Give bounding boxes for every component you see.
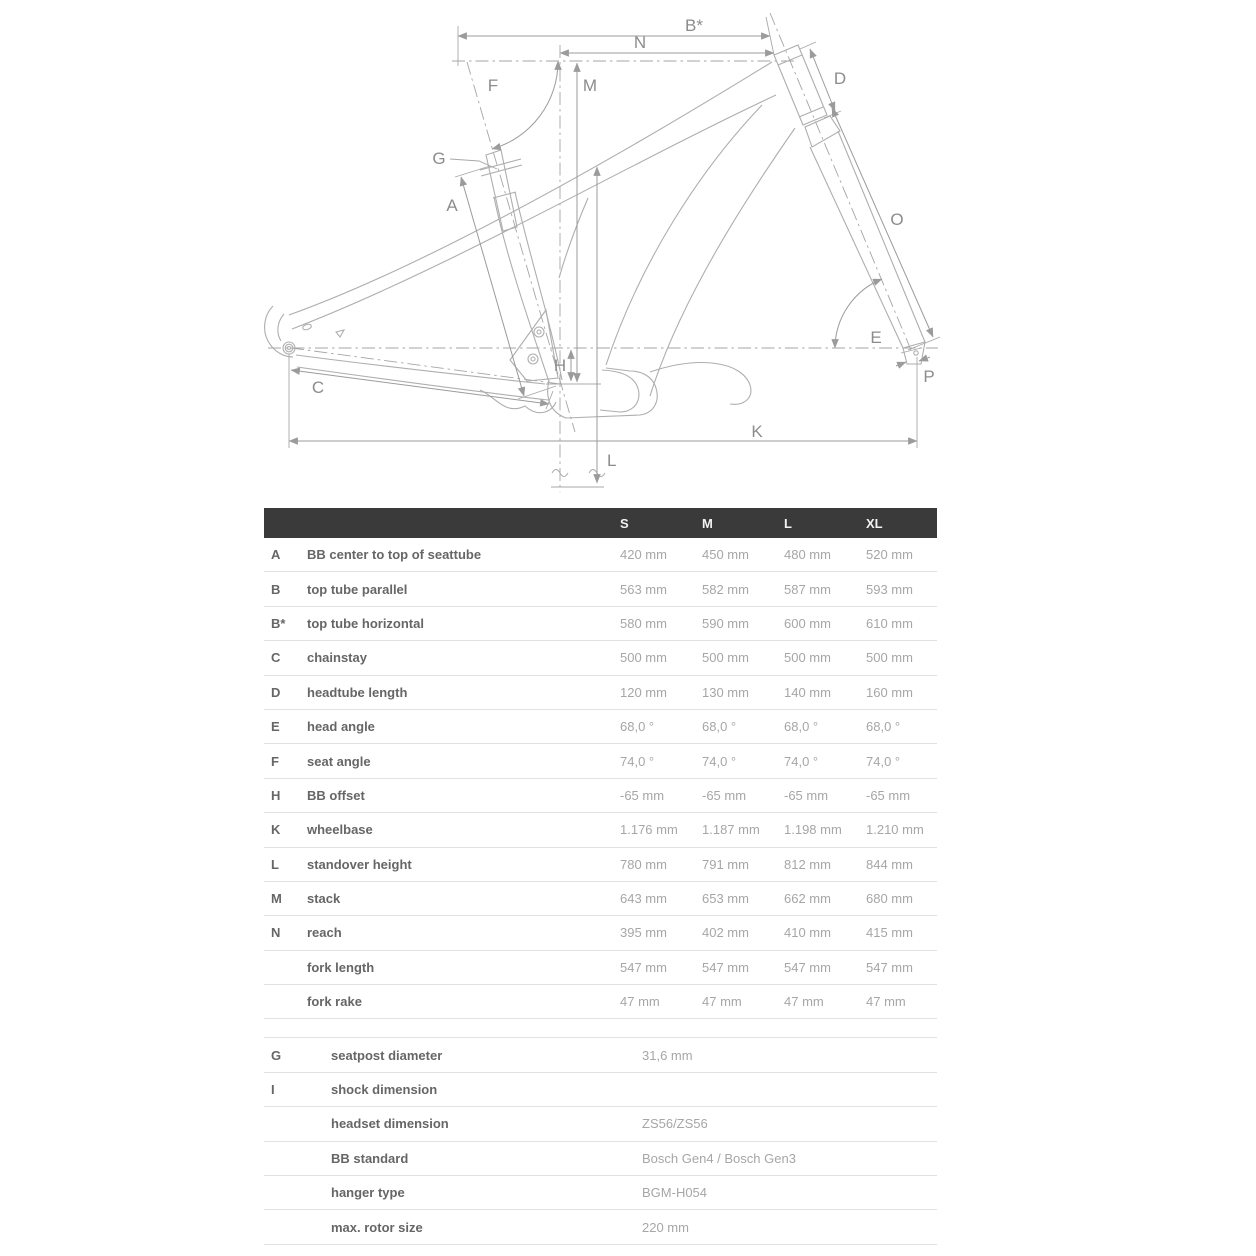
column-header-m: M bbox=[702, 515, 713, 531]
details-table-row bbox=[264, 1038, 937, 1072]
row-label: fork length bbox=[307, 959, 375, 975]
row-label: BB center to top of seattube bbox=[307, 547, 482, 563]
geometry-table-row bbox=[264, 607, 937, 641]
geometry-table-row bbox=[264, 572, 937, 606]
row-value-m: 1.187 mm bbox=[702, 822, 760, 838]
frame-geometry-drawing bbox=[0, 0, 1256, 506]
dim-label-reach: N bbox=[633, 33, 647, 52]
geometry-table-row bbox=[264, 985, 937, 1019]
geometry-table-row bbox=[264, 641, 937, 675]
row-value-xl: 680 mm bbox=[866, 891, 913, 907]
row-key: H bbox=[271, 787, 281, 803]
row-value-xl: 160 mm bbox=[866, 684, 913, 700]
row-value-l: 1.198 mm bbox=[784, 822, 842, 838]
geometry-table-row bbox=[264, 813, 937, 847]
row-label: hanger type bbox=[331, 1185, 405, 1201]
row-label: max. rotor size bbox=[331, 1219, 423, 1235]
row-value-l: 480 mm bbox=[784, 547, 831, 563]
row-value-s: 500 mm bbox=[620, 650, 667, 666]
row-label: wheelbase bbox=[307, 822, 373, 838]
row-label: top tube horizontal bbox=[307, 615, 424, 631]
bike-frame-outline bbox=[265, 45, 925, 418]
row-value-l: 68,0 ° bbox=[784, 719, 819, 735]
row-key: N bbox=[271, 925, 281, 941]
geometry-table-header bbox=[264, 508, 937, 538]
row-value-xl: 74,0 ° bbox=[866, 753, 901, 769]
row-key: L bbox=[271, 856, 279, 872]
row-label: chainstay bbox=[307, 650, 367, 666]
row-key: E bbox=[271, 719, 280, 735]
row-value-s: 1.176 mm bbox=[620, 822, 678, 838]
details-table-row bbox=[264, 1210, 937, 1244]
row-key: K bbox=[271, 822, 281, 838]
details-table-row bbox=[264, 1073, 937, 1107]
row-value-l: 587 mm bbox=[784, 581, 831, 597]
row-value-xl: 1.210 mm bbox=[866, 822, 924, 838]
row-value-s: 47 mm bbox=[620, 994, 660, 1010]
row-value-s: 547 mm bbox=[620, 959, 667, 975]
row-value: 220 mm bbox=[642, 1219, 689, 1235]
row-value-l: 812 mm bbox=[784, 856, 831, 872]
row-value: 31,6 mm bbox=[642, 1047, 693, 1063]
row-value-xl: 593 mm bbox=[866, 581, 913, 597]
row-value-l: 500 mm bbox=[784, 650, 831, 666]
dim-label-fork-length: O bbox=[890, 210, 904, 229]
row-value-m: 547 mm bbox=[702, 959, 749, 975]
geometry-table-row bbox=[264, 916, 937, 950]
row-value-s: 395 mm bbox=[620, 925, 667, 941]
row-value-m: 582 mm bbox=[702, 581, 749, 597]
row-value-m: 130 mm bbox=[702, 684, 749, 700]
dim-label-wheelbase: K bbox=[751, 422, 763, 441]
row-value-m: 68,0 ° bbox=[702, 719, 737, 735]
dim-label-fork-rake: P bbox=[923, 367, 935, 386]
row-key: A bbox=[271, 547, 281, 563]
dim-label-stack: M bbox=[582, 76, 598, 95]
row-key: C bbox=[271, 650, 281, 666]
frame-geometry-diagram bbox=[0, 0, 1256, 506]
row-label: seatpost diameter bbox=[331, 1047, 443, 1063]
row-value-m: 653 mm bbox=[702, 891, 749, 907]
row-key: B* bbox=[271, 615, 286, 631]
row-value-s: 74,0 ° bbox=[620, 753, 655, 769]
row-value: Bosch Gen4 / Bosch Gen3 bbox=[642, 1150, 796, 1166]
dim-label-head-angle: E bbox=[870, 328, 882, 347]
row-label: seat angle bbox=[307, 753, 371, 769]
row-value-s: 780 mm bbox=[620, 856, 667, 872]
row-value-xl: 68,0 ° bbox=[866, 719, 901, 735]
row-key: D bbox=[271, 684, 281, 700]
row-label: shock dimension bbox=[331, 1082, 438, 1098]
row-value-s: 120 mm bbox=[620, 684, 667, 700]
row-key: G bbox=[271, 1047, 282, 1063]
geometry-table-row bbox=[264, 882, 937, 916]
row-value-xl: -65 mm bbox=[866, 787, 911, 803]
row-value-s: 563 mm bbox=[620, 581, 667, 597]
details-table-row bbox=[264, 1107, 937, 1141]
row-label: BB standard bbox=[331, 1150, 409, 1166]
geometry-table-row bbox=[264, 779, 937, 813]
row-key: B bbox=[271, 581, 281, 597]
geometry-table-body bbox=[264, 538, 937, 1019]
geometry-table-row bbox=[264, 538, 937, 572]
column-header-l: L bbox=[784, 515, 792, 531]
row-label: head angle bbox=[307, 719, 375, 735]
column-header-s: S bbox=[620, 515, 629, 531]
row-value-m: 500 mm bbox=[702, 650, 749, 666]
details-table-row bbox=[264, 1176, 937, 1210]
dimension-labels bbox=[312, 16, 935, 470]
row-value-m: 791 mm bbox=[702, 856, 749, 872]
row-label: reach bbox=[307, 925, 342, 941]
row-value-m: 47 mm bbox=[702, 994, 742, 1010]
dim-label-headtube-length: D bbox=[833, 69, 847, 88]
dim-label-standover: L bbox=[607, 451, 617, 470]
row-label: standover height bbox=[307, 856, 412, 872]
dim-label-seatpost-diameter: G bbox=[432, 149, 446, 168]
row-value-xl: 610 mm bbox=[866, 615, 913, 631]
dim-label-top-tube-horizontal: B* bbox=[685, 16, 703, 35]
geometry-table-row bbox=[264, 744, 937, 778]
dim-label-seat-angle: F bbox=[487, 76, 499, 95]
row-value-m: 590 mm bbox=[702, 615, 749, 631]
row-value-xl: 844 mm bbox=[866, 856, 913, 872]
details-table bbox=[264, 1037, 937, 1244]
geometry-table-row bbox=[264, 848, 937, 882]
row-label: BB offset bbox=[307, 787, 365, 803]
row-value-m: -65 mm bbox=[702, 787, 747, 803]
geometry-tables bbox=[264, 508, 937, 1245]
row-label: top tube parallel bbox=[307, 581, 408, 597]
row-value-m: 450 mm bbox=[702, 547, 749, 563]
row-value-l: 74,0 ° bbox=[784, 753, 819, 769]
row-key: F bbox=[271, 753, 279, 769]
geometry-table-row bbox=[264, 710, 937, 744]
row-value-xl: 415 mm bbox=[866, 925, 913, 941]
geometry-table-row bbox=[264, 951, 937, 985]
dim-label-seattube: A bbox=[446, 196, 458, 215]
row-value-m: 402 mm bbox=[702, 925, 749, 941]
row-value-m: 74,0 ° bbox=[702, 753, 737, 769]
row-value-l: 410 mm bbox=[784, 925, 831, 941]
row-value-l: -65 mm bbox=[784, 787, 829, 803]
row-key: M bbox=[271, 891, 282, 907]
row-label: fork rake bbox=[307, 994, 362, 1010]
row-value-s: 420 mm bbox=[620, 547, 667, 563]
row-value-l: 662 mm bbox=[784, 891, 831, 907]
row-value-xl: 47 mm bbox=[866, 994, 906, 1010]
row-value-s: 580 mm bbox=[620, 615, 667, 631]
row-value: BGM-H054 bbox=[642, 1185, 708, 1201]
row-value-xl: 520 mm bbox=[866, 547, 913, 563]
row-value: ZS56/ZS56 bbox=[642, 1116, 708, 1132]
row-value-xl: 547 mm bbox=[866, 959, 913, 975]
row-value-l: 47 mm bbox=[784, 994, 824, 1010]
row-label: headtube length bbox=[307, 684, 408, 700]
row-label: headset dimension bbox=[331, 1116, 449, 1132]
row-label: stack bbox=[307, 891, 341, 907]
row-value-xl: 500 mm bbox=[866, 650, 913, 666]
row-value-l: 140 mm bbox=[784, 684, 831, 700]
column-header-xl: XL bbox=[866, 515, 883, 531]
row-value-l: 547 mm bbox=[784, 959, 831, 975]
dim-label-chainstay: C bbox=[311, 378, 325, 397]
row-value-s: -65 mm bbox=[620, 787, 665, 803]
geometry-table-row bbox=[264, 676, 937, 710]
row-value-l: 600 mm bbox=[784, 615, 831, 631]
details-table-row bbox=[264, 1142, 937, 1176]
row-value-s: 643 mm bbox=[620, 891, 667, 907]
row-key: I bbox=[271, 1082, 275, 1098]
dim-label-bb-offset: H bbox=[553, 356, 567, 375]
row-value-s: 68,0 ° bbox=[620, 719, 655, 735]
